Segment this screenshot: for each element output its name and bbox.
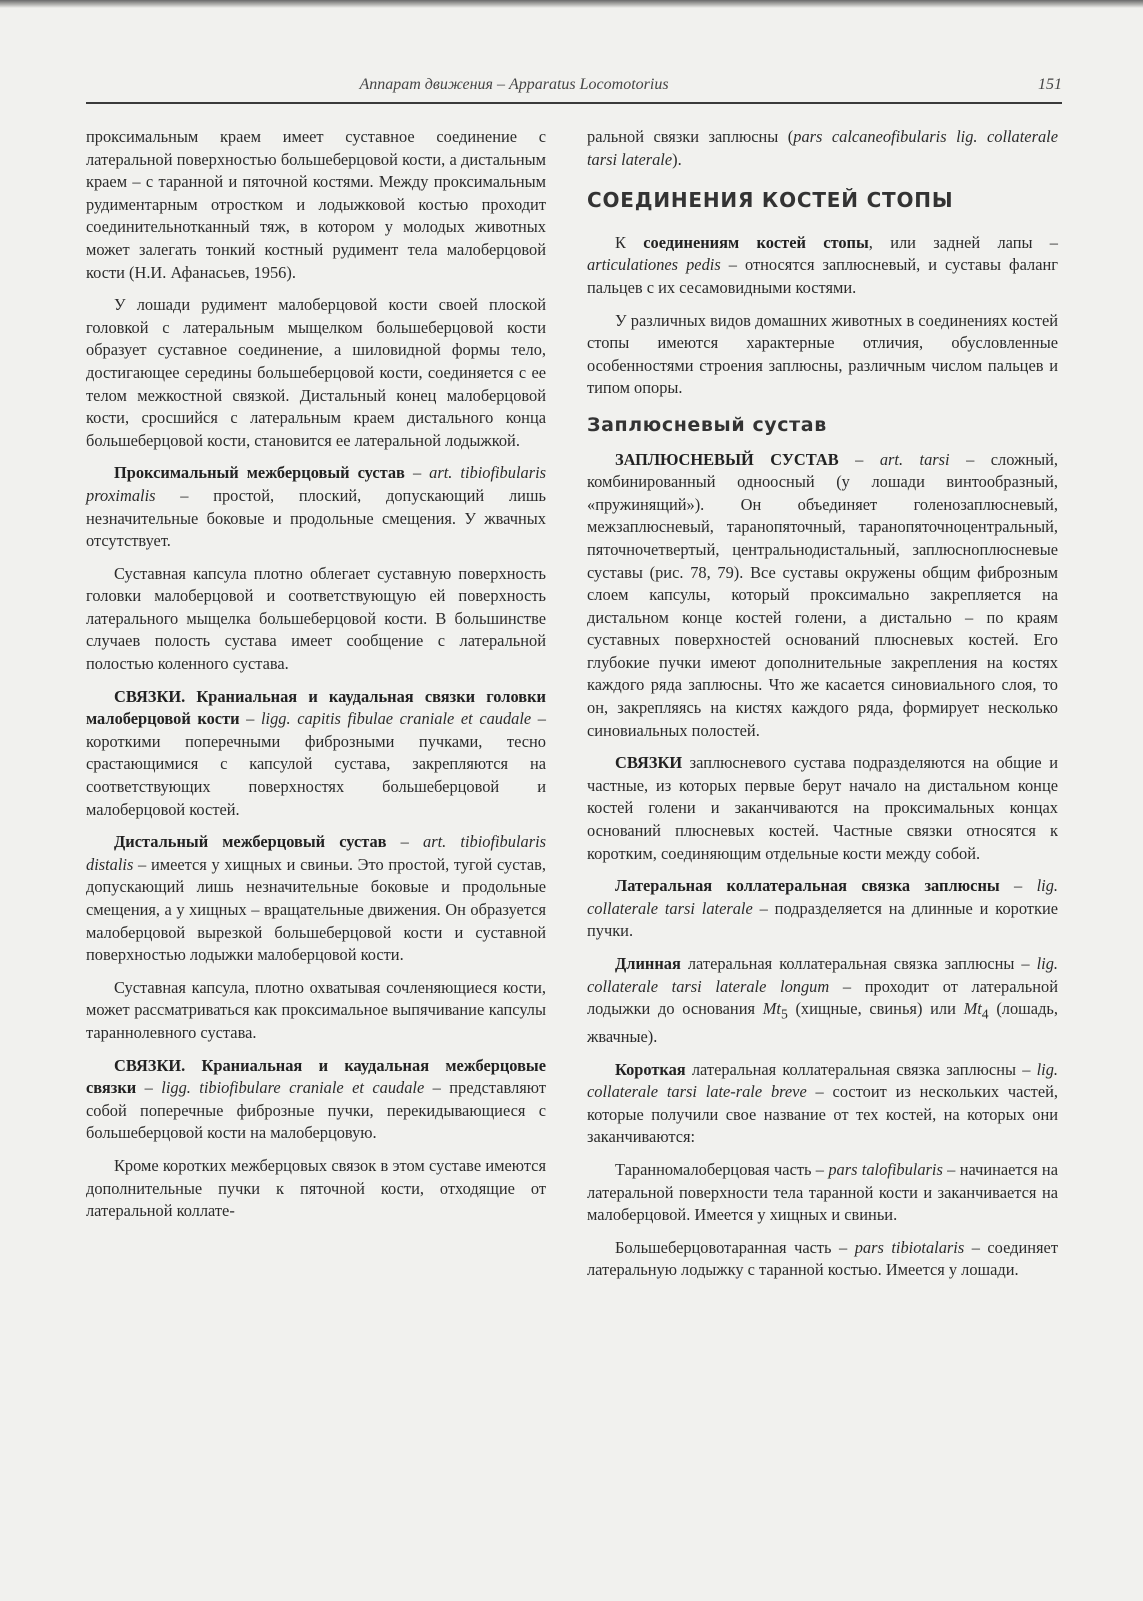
bone-index: 4 [981,1006,989,1022]
latin-term: pars calcaneofibularis [793,127,947,146]
paragraph-text: латеральная коллатеральная связка заплюсны – [680,954,1037,973]
term-bold: Дистальный межберцовый сустав [114,832,387,852]
paragraph-text: (лошадь, жвачные). [587,999,1058,1047]
paragraph-text: – проходит от латеральной лодыжки до основания [587,976,1059,1019]
paragraph [86,126,546,284]
paragraph-text: У лошади рудимент малоберцовой кости своей плоской головкой с латеральным мыщелком большеберцовой кости образует суставное соединение, а шиловидной формы тело, достигающее середины большеберцовой кости, соединяется с ее телом межкостной связкой. Дистальный конец малоберцовой кости, сросшийся с латеральным краем дистального конца большеберцовой кости, становится ее латеральной лодыжкой. [86,295,546,450]
latin-term: pars tibiotalaris [854,1237,965,1257]
paragraph [86,1155,546,1223]
latin-term: articulationes pedis [587,255,721,275]
right-column [587,126,1058,1292]
paragraph-text: Таранномалоберцовая часть – [615,1160,829,1180]
paragraph [587,875,1058,943]
paragraph-text: (хищные, свинья) или [787,999,964,1019]
paragraph [86,462,546,552]
paragraph [587,1059,1058,1149]
term-bold: СВЯЗКИ. Краниальная и каудальная межберцовые связки [86,1055,546,1098]
term-bold: Проксимальный межберцовый сустав [114,463,405,483]
latin-term: art. tarsi [879,449,950,469]
latin-term: ligg. capitis fibulae craniale et caudale [261,709,532,729]
dash: – [999,876,1037,896]
paragraph-text: – соединяет латеральную лодыжку с таранной костью. Имеется у лошади. [587,1237,1059,1280]
paragraph-text: ). [672,149,682,169]
paragraph-text: – имеется у хищных и свиньи. Это простой, тугой сустав, допускающий лишь незначительные боковые и продольные смещения, а у хищных – вращательные движения. Он образуется малоберцовой вырезкой большеберцовой кости и суставной поверхностью лодыжки малоберцовой кости. [86,854,546,965]
paragraph [587,953,1058,1049]
paragraph-text: – короткими поперечными фиброзными пучками, тесно срастающимися с капсулой сустава, закрепляются на соответствующих поверхностях большеберцовой и малоберцовой костей. [86,709,547,819]
page-number: 151 [1038,76,1062,93]
latin-term: lig. collaterale tarsi laterale [587,127,1058,169]
paragraph [587,752,1058,865]
paragraph-text: , или задней лапы – [868,232,1058,252]
bone-index: 5 [780,1006,788,1022]
space [947,127,956,146]
paragraph [587,310,1058,400]
term-bold: соединениям костей стопы [643,232,869,252]
subsection-heading: Заплюсневый сустав [587,413,827,436]
term-bold: Длинная [615,954,681,973]
term-bold: СВЯЗКИ. Краниальная и каудальная связки головки малоберцовой кости [86,686,546,729]
paragraph [587,126,1058,171]
paragraph-text: латеральная коллатеральная связка заплюсны – [685,1059,1037,1079]
dash: – [136,1078,162,1098]
paragraph-text: – сложный, комбинированный одноосный (у лошади винтообразный, «пружинящий»). Он объединяет голенозаплюсневый, межзаплюсневый, таранопяточный, таранопяточноцентральный, пяточночетвертый, центральнодистальный, заплюсноплюсневые суставы (рис. 78, 79). Все суставы окружены общим фиброзным слоем капсулы, который проксимально закрепляется на дистальном конце костей голени, а дистально – по краям суставных поверхностей оснований плюсневых костей. Его глубокие пучки имеют дополнительные закрепления на костях каждого ряда заплюсны. Что же касается синовиального слоя, то он, закрепляясь на кистях каждого ряда, формирует несколько синовиальных полостей. [587,449,1058,740]
latin-term: ligg. tibiofibulare craniale et caudale [161,1078,425,1098]
paragraph-text: – начинается на латеральной поверхности тела таранной кости и заканчивается на малоберцовой. Имеется у хищных и свиньи. [587,1160,1058,1225]
paragraph [587,1159,1058,1227]
paragraph-text: Кроме коротких межберцовых связок в этом суставе имеются дополнительные пучки к пяточной кости, отходящие от латеральной коллате- [86,1155,546,1221]
term-bold: СВЯЗКИ [615,753,683,773]
term-bold: Латеральная коллатеральная связка заплюсны [615,876,1000,896]
paragraph [86,563,546,676]
term-bold: Короткая [615,1059,686,1079]
latin-term: lig. collaterale tarsi laterale [587,876,1058,918]
section-heading: СОЕДИНЕНИЯ КОСТЕЙ СТОПЫ [587,188,954,213]
paragraph [86,831,546,967]
paragraph-text: Суставная капсула, плотно охватывая сочленяющиеся кости, может рассматриваться как проксимальное выпячивание капсулы тараннолевного сустава. [86,977,546,1042]
dash: – [239,709,261,729]
paragraph [587,449,1058,743]
paragraph-text: Суставная капсула плотно облегает суставную поверхность головки малоберцовой и соответствующую ей поверхность латерального мыщелка большеберцовой кости. В большинстве случаев полость сустава имеет сообщение с латеральной полостью коленного сустава. [86,563,546,674]
paragraph-text: – представляют собой поперечные фиброзные пучки, перекидывающиеся с большеберцовой кости на малоберцовую. [86,1078,546,1143]
running-header [86,76,1062,104]
latin-term: art. tibiofibularis proximalis [86,463,547,505]
dash: – [386,832,424,852]
left-column [86,126,546,1233]
latin-term: lig. collaterale tarsi laterale longum [587,954,1058,996]
paragraph-text: Большеберцовотаранная часть – [615,1237,855,1257]
paragraph-text: К [615,232,644,252]
paragraph [587,1237,1058,1282]
paragraph [86,686,546,822]
page-top-edge [0,0,1143,8]
paragraph-text: заплюсневого сустава подразделяются на общие и частные, из которых первые берут начало на дистальном конце костей голени и заканчиваются на проксимальных концах оснований плюсневых костей. Частные связки относятся к коротким, соединяющим отдельные кости между собой. [587,753,1058,863]
paragraph-text: – состоит из нескольких частей, которые получили свое название от тех костей, на которых они заканчиваются: [587,1082,1058,1147]
paragraph [587,232,1058,300]
paragraph-text: ральной связки заплюсны ( [587,127,794,146]
paragraph-text: – подразделяется на длинные и короткие пучки. [587,898,1058,941]
paragraph [86,294,546,452]
paragraph-text: – простой, плоский, допускающий лишь незначительные боковые и продольные смещения. У жвачных отсутствует. [86,485,546,551]
dash: – [404,463,430,483]
dash: – [838,449,880,469]
latin-term: pars talofibularis [828,1160,943,1180]
paragraph-text: проксимальным краем имеет суставное соединение с латеральной поверхностью большеберцовой кости, а дистальным краем – с таранной и пяточной костями. Между проксимальным рудиментарным отростком и лодыжковой костью проходит соединительнотканный тяж, в котором у молодых животных может залегать тонкий костный рудимент тела малоберцовой кости (Н.И. Афанасьев, 1956). [86,127,546,282]
paragraph-text: – относятся заплюсневый, и суставы фаланг пальцев с их сесамовидными костями. [587,255,1059,297]
term-bold: ЗАПЛЮСНЕВЫЙ СУСТАВ [615,449,839,469]
paragraph [86,977,546,1045]
bone-symbol: Mt [762,999,781,1019]
bone-symbol: Mt [963,999,982,1019]
running-title: Аппарат движения – Apparatus Locomotorius [359,76,669,93]
latin-term: art. tibiofibularis distalis [86,832,547,874]
paragraph [86,1055,546,1145]
latin-term: lig. collaterale tarsi late-rale breve [587,1059,1058,1102]
paragraph-text: У различных видов домашних животных в соединениях костей стопы имеются характерные отличия, обусловленные особенностями строения заплюсны, различным числом пальцев и типом опоры. [587,310,1058,398]
